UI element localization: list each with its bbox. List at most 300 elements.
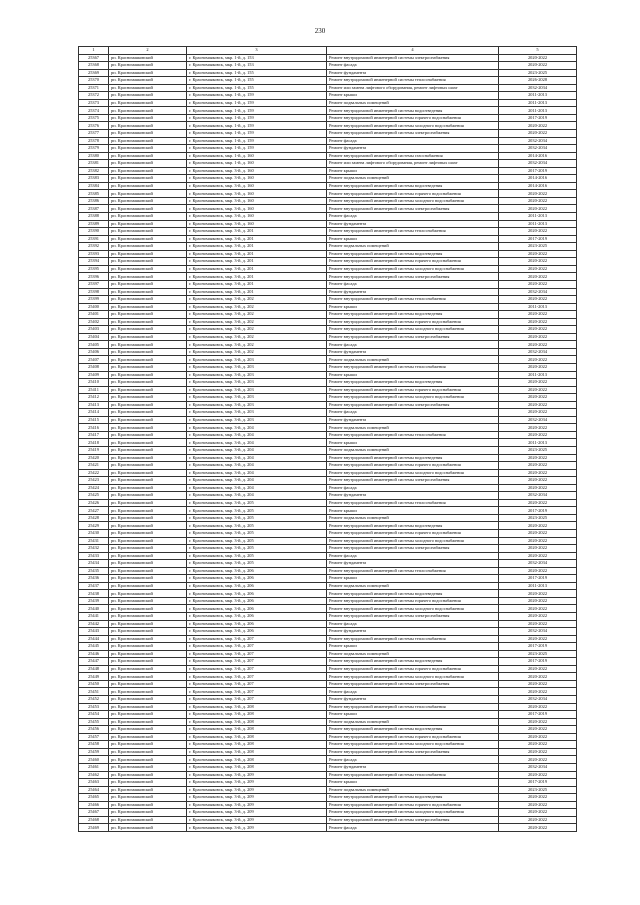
row-number-cell: 25425 [79,492,109,500]
municipality-cell: рп. Красномаяковский [109,530,187,538]
row-number-cell: 25432 [79,545,109,553]
municipality-cell: рп. Красномаяковский [109,733,187,741]
work-type-cell: Ремонт подвальных помещений [327,786,499,794]
work-type-cell: Ремонт внутридомовой инженерной системы горячего водоснабжения [327,597,499,605]
table-row [79,469,577,477]
period-cell: 2020-2022 [499,726,577,734]
row-number-cell: 25464 [79,786,109,794]
address-cell: г. Красномаяковск, мкр. 3-й, д. 205 [187,514,327,522]
table-row [79,567,577,575]
work-type-cell: Ремонт внутридомовой инженерной системы горячего водоснабжения [327,665,499,673]
period-cell: 2020-2022 [499,794,577,802]
table-row [79,499,577,507]
municipality-cell: рп. Красномаяковский [109,688,187,696]
table-row [79,363,577,371]
municipality-cell: рп. Красномаяковский [109,484,187,492]
address-cell: г. Красномаяковск, мкр. 3-й, д. 160 [187,190,327,198]
period-cell: 2023-2025 [499,243,577,251]
address-cell: г. Красномаяковск, мкр. 3-й, д. 202 [187,303,327,311]
address-cell: г. Красномаяковск, мкр. 3-й, д. 204 [187,462,327,470]
municipality-cell: рп. Красномаяковский [109,424,187,432]
municipality-cell: рп. Красномаяковский [109,650,187,658]
period-cell: 2020-2022 [499,62,577,70]
period-cell: 2017-2019 [499,507,577,515]
table-row [79,560,577,568]
municipality-cell: рп. Красномаяковский [109,643,187,651]
row-number-cell: 25424 [79,484,109,492]
table-row [79,477,577,485]
municipality-cell: рп. Красномаяковский [109,235,187,243]
address-cell: г. Красномаяковск, мкр. 3-й, д. 204 [187,477,327,485]
table-row [79,205,577,213]
work-type-cell: Ремонт фасада [327,552,499,560]
work-type-cell: Ремонт внутридомовой инженерной системы горячего водоснабжения [327,733,499,741]
address-cell: г. Красномаяковск, мкр. 3-й, д. 207 [187,688,327,696]
municipality-cell: рп. Красномаяковский [109,280,187,288]
period-cell: 2020-2022 [499,499,577,507]
row-number-cell: 25423 [79,477,109,485]
period-cell: 2020-2022 [499,265,577,273]
municipality-cell: рп. Красномаяковский [109,567,187,575]
row-number-cell: 25450 [79,680,109,688]
period-cell: 2020-2022 [499,54,577,62]
address-cell: г. Красномаяковск, мкр. 3-й, д. 160 [187,213,327,221]
column-header: 4 [327,47,499,55]
row-number-cell: 25457 [79,733,109,741]
work-type-cell: Ремонт фундамента [327,763,499,771]
work-type-cell: Ремонт внутридомовой инженерной системы теплоснабжения [327,499,499,507]
period-cell: 2020-2022 [499,756,577,764]
table-row [79,77,577,85]
table-row [79,537,577,545]
row-number-cell: 25455 [79,718,109,726]
address-cell: г. Красномаяковск, мкр. 3-й, д. 208 [187,703,327,711]
work-type-cell: Ремонт внутридомовой инженерной системы холодного водоснабжения [327,265,499,273]
municipality-cell: рп. Красномаяковский [109,492,187,500]
table-row [79,779,577,787]
work-type-cell: Ремонт подвальных помещений [327,718,499,726]
work-type-cell: Ремонт внутридомовой инженерной системы водоотведения [327,379,499,387]
address-cell: г. Красномаяковск, мкр. 1-й, д. 159 [187,107,327,115]
table-row [79,409,577,417]
table-row [79,658,577,666]
work-type-cell: Ремонт внутридомовой инженерной системы электроснабжения [327,273,499,281]
municipality-cell: рп. Красномаяковский [109,726,187,734]
row-number-cell: 25390 [79,228,109,236]
work-type-cell: Ремонт внутридомовой инженерной системы горячего водоснабжения [327,801,499,809]
period-cell: 2020-2022 [499,537,577,545]
row-number-cell: 25434 [79,560,109,568]
period-cell: 2020-2022 [499,733,577,741]
work-type-cell: Ремонт внутридомовой инженерной системы электроснабжения [327,816,499,824]
table-row [79,492,577,500]
address-cell: г. Красномаяковск, мкр. 1-й, д. 159 [187,137,327,145]
municipality-cell: рп. Красномаяковский [109,175,187,183]
address-cell: г. Красномаяковск, мкр. 3-й, д. 205 [187,560,327,568]
address-cell: г. Красномаяковск, мкр. 3-й, д. 209 [187,779,327,787]
period-cell: 2032-2034 [499,348,577,356]
row-number-cell: 25436 [79,575,109,583]
address-cell: г. Красномаяковск, мкр. 3-й, д. 208 [187,711,327,719]
address-cell: г. Красномаяковск, мкр. 3-й, д. 203 [187,409,327,417]
capital-repair-table [78,46,577,832]
row-number-cell: 25388 [79,213,109,221]
period-cell: 2017-2019 [499,575,577,583]
row-number-cell: 25454 [79,711,109,719]
row-number-cell: 25379 [79,145,109,153]
address-cell: г. Красномаяковск, мкр. 3-й, д. 209 [187,771,327,779]
row-number-cell: 25378 [79,137,109,145]
address-cell: г. Красномаяковск, мкр. 3-й, д. 201 [187,265,327,273]
period-cell: 2017-2019 [499,643,577,651]
row-number-cell: 25444 [79,635,109,643]
municipality-cell: рп. Красномаяковский [109,62,187,70]
work-type-cell: Ремонт крыши [327,507,499,515]
municipality-cell: рп. Красномаяковский [109,99,187,107]
work-type-cell: Ремонт фундамента [327,69,499,77]
table-row [79,756,577,764]
row-number-cell: 25456 [79,726,109,734]
work-type-cell: Ремонт внутридомовой инженерной системы теплоснабжения [327,228,499,236]
work-type-cell: Ремонт внутридомовой инженерной системы холодного водоснабжения [327,673,499,681]
address-cell: г. Красномаяковск, мкр. 3-й, д. 208 [187,718,327,726]
period-cell: 2020-2022 [499,409,577,417]
table-row [79,703,577,711]
table-row [79,424,577,432]
period-cell: 2020-2022 [499,590,577,598]
municipality-cell: рп. Красномаяковский [109,537,187,545]
work-type-cell: Ремонт фундамента [327,628,499,636]
table-row [79,394,577,402]
row-number-cell: 25438 [79,590,109,598]
row-number-cell: 25396 [79,273,109,281]
address-cell: г. Красномаяковск, мкр. 3-й, д. 201 [187,243,327,251]
period-cell: 2023-2025 [499,514,577,522]
column-header: 1 [79,47,109,55]
work-type-cell: Ремонт внутридомовой инженерной системы горячего водоснабжения [327,258,499,266]
address-cell: г. Красномаяковск, мкр. 3-й, д. 208 [187,763,327,771]
table-row [79,235,577,243]
table-row [79,530,577,538]
table-row [79,318,577,326]
work-type-cell: Ремонт внутридомовой инженерной системы холодного водоснабжения [327,122,499,130]
address-cell: г. Красномаяковск, мкр. 3-й, д. 160 [187,220,327,228]
period-cell: 2020-2022 [499,197,577,205]
table-row [79,197,577,205]
period-cell: 2020-2022 [499,552,577,560]
municipality-cell: рп. Красномаяковский [109,160,187,168]
period-cell: 2011-2013 [499,107,577,115]
municipality-cell: рп. Красномаяковский [109,635,187,643]
period-cell: 2020-2022 [499,379,577,387]
address-cell: г. Красномаяковск, мкр. 1-й, д. 155 [187,84,327,92]
address-cell: г. Красномаяковск, мкр. 3-й, д. 209 [187,824,327,832]
work-type-cell: Ремонт внутридомовой инженерной системы водоотведения [327,454,499,462]
address-cell: г. Красномаяковск, мкр. 3-й, д. 208 [187,748,327,756]
municipality-cell: рп. Красномаяковский [109,552,187,560]
work-type-cell: Ремонт фундамента [327,220,499,228]
municipality-cell: рп. Красномаяковский [109,824,187,832]
work-type-cell: Ремонт внутридомовой инженерной системы электроснабжения [327,205,499,213]
work-type-cell: Ремонт фасада [327,688,499,696]
period-cell: 2017-2019 [499,235,577,243]
municipality-cell: рп. Красномаяковский [109,786,187,794]
address-cell: г. Красномаяковск, мкр. 3-й, д. 204 [187,469,327,477]
row-number-cell: 25401 [79,311,109,319]
address-cell: г. Красномаяковск, мкр. 3-й, д. 203 [187,379,327,387]
table-row [79,711,577,719]
period-cell: 2011-2013 [499,213,577,221]
municipality-cell: рп. Красномаяковский [109,613,187,621]
period-cell: 2020-2022 [499,613,577,621]
work-type-cell: Ремонт внутридомовой инженерной системы теплоснабжения [327,771,499,779]
row-number-cell: 25437 [79,582,109,590]
work-type-cell: Ремонт крыши [327,92,499,100]
address-cell: г. Красномаяковск, мкр. 3-й, д. 206 [187,628,327,636]
address-cell: г. Красномаяковск, мкр. 3-й, д. 201 [187,235,327,243]
row-number-cell: 25369 [79,69,109,77]
period-cell: 2032-2034 [499,696,577,704]
work-type-cell: Ремонт внутридомовой инженерной системы электроснабжения [327,545,499,553]
table-row [79,296,577,304]
address-cell: г. Красномаяковск, мкр. 3-й, д. 207 [187,658,327,666]
period-cell: 2011-2013 [499,439,577,447]
work-type-cell: Ремонт внутридомовой инженерной системы горячего водоснабжения [327,530,499,538]
period-cell: 2020-2022 [499,341,577,349]
row-number-cell: 25374 [79,107,109,115]
municipality-cell: рп. Красномаяковский [109,560,187,568]
address-cell: г. Красномаяковск, мкр. 3-й, д. 202 [187,348,327,356]
table-row [79,92,577,100]
row-number-cell: 25468 [79,816,109,824]
work-type-cell: Ремонт внутридомовой инженерной системы водоотведения [327,658,499,666]
table-row [79,763,577,771]
table-row [79,462,577,470]
municipality-cell: рп. Красномаяковский [109,545,187,553]
table-row [79,333,577,341]
row-number-cell: 25458 [79,741,109,749]
row-number-cell: 25451 [79,688,109,696]
work-type-cell: Ремонт фундамента [327,145,499,153]
address-cell: г. Красномаяковск, мкр. 3-й, д. 205 [187,537,327,545]
work-type-cell: Ремонт внутридомовой инженерной системы водоотведения [327,107,499,115]
municipality-cell: рп. Красномаяковский [109,522,187,530]
work-type-cell: Ремонт фасада [327,824,499,832]
period-cell: 2020-2022 [499,401,577,409]
municipality-cell: рп. Красномаяковский [109,597,187,605]
period-cell: 2020-2022 [499,530,577,538]
work-type-cell: Ремонт внутридомовой инженерной системы водоотведения [327,522,499,530]
address-cell: г. Красномаяковск, мкр. 3-й, д. 208 [187,726,327,734]
table-row [79,801,577,809]
row-number-cell: 25428 [79,514,109,522]
row-number-cell: 25435 [79,567,109,575]
municipality-cell: рп. Красномаяковский [109,273,187,281]
address-cell: г. Красномаяковск, мкр. 3-й, д. 204 [187,446,327,454]
work-type-cell: Ремонт крыши [327,235,499,243]
work-type-cell: Ремонт крыши [327,371,499,379]
row-number-cell: 25400 [79,303,109,311]
municipality-cell: рп. Красномаяковский [109,318,187,326]
municipality-cell: рп. Красномаяковский [109,507,187,515]
period-cell: 2020-2022 [499,424,577,432]
address-cell: г. Красномаяковск, мкр. 3-й, д. 204 [187,492,327,500]
period-cell: 2020-2022 [499,333,577,341]
row-number-cell: 25416 [79,424,109,432]
table-row [79,258,577,266]
row-number-cell: 25448 [79,665,109,673]
address-cell: г. Красномаяковск, мкр. 3-й, д. 207 [187,650,327,658]
table-row [79,613,577,621]
municipality-cell: рп. Красномаяковский [109,771,187,779]
table-row [79,190,577,198]
period-cell: 2020-2022 [499,462,577,470]
work-type-cell: Ремонт внутридомовой инженерной системы теплоснабжения [327,363,499,371]
municipality-cell: рп. Красномаяковский [109,341,187,349]
work-type-cell: Ремонт внутридомовой инженерной системы газоснабжения [327,152,499,160]
work-type-cell: Ремонт внутридомовой инженерной системы теплоснабжения [327,635,499,643]
period-cell: 2020-2022 [499,431,577,439]
period-cell: 2020-2022 [499,771,577,779]
table-row [79,54,577,62]
table-row [79,688,577,696]
row-number-cell: 25449 [79,673,109,681]
row-number-cell: 25452 [79,696,109,704]
address-cell: г. Красномаяковск, мкр. 3-й, д. 204 [187,431,327,439]
table-row [79,748,577,756]
municipality-cell: рп. Красномаяковский [109,431,187,439]
municipality-cell: рп. Красномаяковский [109,250,187,258]
table-row [79,130,577,138]
address-cell: г. Красномаяковск, мкр. 3-й, д. 201 [187,273,327,281]
municipality-cell: рп. Красномаяковский [109,288,187,296]
municipality-cell: рп. Красномаяковский [109,137,187,145]
period-cell: 2032-2034 [499,137,577,145]
address-cell: г. Красномаяковск, мкр. 3-й, д. 205 [187,552,327,560]
row-number-cell: 25368 [79,62,109,70]
period-cell: 2020-2022 [499,824,577,832]
address-cell: г. Красномаяковск, мкр. 1-й, д. 159 [187,130,327,138]
table-row [79,507,577,515]
table-row [79,401,577,409]
work-type-cell: Ремонт подвальных помещений [327,650,499,658]
municipality-cell: рп. Красномаяковский [109,190,187,198]
column-header: 3 [187,47,327,55]
municipality-cell: рп. Красномаяковский [109,658,187,666]
table-row [79,794,577,802]
municipality-cell: рп. Красномаяковский [109,379,187,387]
address-cell: г. Красномаяковск, мкр. 1-й, д. 155 [187,69,327,77]
period-cell: 2020-2022 [499,477,577,485]
period-cell: 2020-2022 [499,280,577,288]
table-row [79,99,577,107]
period-cell: 2020-2022 [499,635,577,643]
period-cell: 2020-2022 [499,522,577,530]
row-number-cell: 25419 [79,446,109,454]
table-row [79,643,577,651]
work-type-cell: Ремонт внутридомовой инженерной системы водоотведения [327,590,499,598]
row-number-cell: 25372 [79,92,109,100]
table-row [79,590,577,598]
row-number-cell: 25410 [79,379,109,387]
work-type-cell: Ремонт фасада [327,137,499,145]
address-cell: г. Красномаяковск, мкр. 3-й, д. 203 [187,371,327,379]
row-number-cell: 25412 [79,394,109,402]
work-type-cell: Ремонт внутридомовой инженерной системы водоотведения [327,182,499,190]
period-cell: 2020-2022 [499,703,577,711]
period-cell: 2032-2034 [499,288,577,296]
municipality-cell: рп. Красномаяковский [109,296,187,304]
work-type-cell: Ремонт внутридомовой инженерной системы водоотведения [327,250,499,258]
work-type-cell: Ремонт подвальных помещений [327,424,499,432]
period-cell: 2020-2022 [499,363,577,371]
period-cell: 2020-2022 [499,454,577,462]
row-number-cell: 25431 [79,537,109,545]
row-number-cell: 25395 [79,265,109,273]
municipality-cell: рп. Красномаяковский [109,816,187,824]
table-row [79,122,577,130]
table-row [79,514,577,522]
work-type-cell: Ремонт внутридомовой инженерной системы электроснабжения [327,130,499,138]
period-cell: 2014-2016 [499,182,577,190]
row-number-cell: 25402 [79,318,109,326]
row-number-cell: 25439 [79,597,109,605]
municipality-cell: рп. Красномаяковский [109,794,187,802]
municipality-cell: рп. Красномаяковский [109,628,187,636]
table-row [79,439,577,447]
table-row [79,311,577,319]
period-cell: 2032-2034 [499,763,577,771]
municipality-cell: рп. Красномаяковский [109,258,187,266]
period-cell: 2032-2034 [499,84,577,92]
table-row [79,635,577,643]
address-cell: г. Красномаяковск, мкр. 3-й, д. 205 [187,507,327,515]
municipality-cell: рп. Красномаяковский [109,182,187,190]
address-cell: г. Красномаяковск, мкр. 3-й, д. 201 [187,280,327,288]
municipality-cell: рп. Красномаяковский [109,363,187,371]
work-type-cell: Ремонт крыши [327,167,499,175]
table-row [79,62,577,70]
table-row [79,280,577,288]
row-number-cell: 25407 [79,356,109,364]
municipality-cell: рп. Красномаяковский [109,605,187,613]
address-cell: г. Красномаяковск, мкр. 3-й, д. 208 [187,733,327,741]
address-cell: г. Красномаяковск, мкр. 3-й, д. 208 [187,756,327,764]
period-cell: 2020-2022 [499,545,577,553]
address-cell: г. Красномаяковск, мкр. 3-й, д. 209 [187,809,327,817]
table-row [79,167,577,175]
row-number-cell: 25411 [79,386,109,394]
table-row [79,809,577,817]
work-type-cell: Ремонт внутридомовой инженерной системы теплоснабжения [327,296,499,304]
address-cell: г. Красномаяковск, мкр. 3-й, д. 205 [187,545,327,553]
address-cell: г. Красномаяковск, мкр. 3-й, д. 206 [187,590,327,598]
address-cell: г. Красномаяковск, мкр. 1-й, д. 159 [187,114,327,122]
address-cell: г. Красномаяковск, мкр. 3-й, д. 209 [187,816,327,824]
municipality-cell: рп. Красномаяковский [109,741,187,749]
table-row [79,628,577,636]
period-cell: 2020-2022 [499,816,577,824]
work-type-cell: Ремонт внутридомовой инженерной системы теплоснабжения [327,703,499,711]
work-type-cell: Ремонт внутридомовой инженерной системы холодного водоснабжения [327,326,499,334]
table-row [79,145,577,153]
municipality-cell: рп. Красномаяковский [109,416,187,424]
municipality-cell: рп. Красномаяковский [109,439,187,447]
row-number-cell: 25373 [79,99,109,107]
row-number-cell: 25463 [79,779,109,787]
period-cell: 2020-2022 [499,688,577,696]
period-cell: 2011-2013 [499,220,577,228]
